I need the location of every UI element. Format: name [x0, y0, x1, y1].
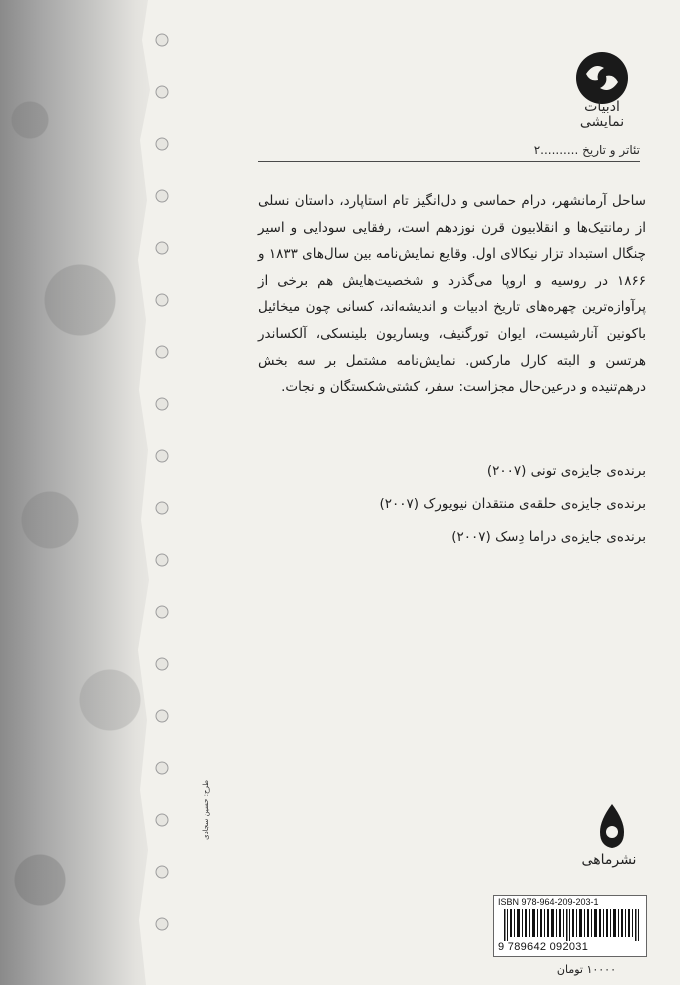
torn-notebook-edge	[120, 0, 180, 985]
isbn-label: ISBN 978-964-209-203-1	[498, 897, 599, 907]
award-item: برنده‌ی جایزه‌ی حلقه‌ی منتقدان نیویورک (۲۰۰۷)	[379, 496, 646, 512]
publisher-fish-logo-icon	[590, 802, 634, 850]
award-item: برنده‌ی جایزه‌ی دراما دِسک (۲۰۰۷)	[451, 529, 646, 545]
publisher-name: نشرماهی	[581, 852, 637, 868]
barcode-icon	[504, 909, 640, 941]
logo-label: ادبیات نمایشی	[579, 99, 625, 130]
barcode-digits: 9 789642 092031	[498, 941, 589, 953]
divider	[258, 161, 640, 162]
award-item: برنده‌ی جایزه‌ی تونی (۲۰۰۷)	[486, 463, 646, 479]
blurb-paragraph: ساحل آرمانشهر، درام حماسی و دل‌انگیز تام استاپارد، داستان نسلی از رمانتیک‌ها و انقلابیون قرن نوزدهم است، رفقایی سودایی و اسیر چنگال استبداد تزار نیکالای اول. وقایع نمایش‌نامه بین سال‌های ۱۸۳۳ و ۱۸۶۶ در روسیه و اروپا می‌گذرد و شخصیت‌هایش هم برخی از پرآوازه‌ترین چهره‌های تاریخ ادبیات و اندیشه‌اند، کسانی چون میخائیل باکونین آنارشیست، ایوان تورگنیف، ویساریون بلینسکی، آلکساندر هرتسن و البته کارل مارکس. نمایش‌نامه مشتمل بر سه بخش درهم‌تنیده و درعین‌حال مجزاست: سفر، کشتی‌شکستگان و نجات.	[258, 193, 647, 396]
isbn-barcode-box	[493, 895, 647, 957]
awards-list	[258, 455, 646, 554]
price-label: ۱۰۰۰۰ تومان	[556, 963, 616, 976]
series-title: تئاتر و تاریخ ..........۲	[533, 143, 640, 157]
designer-credit: طرح: حسین سجادی	[202, 780, 210, 840]
